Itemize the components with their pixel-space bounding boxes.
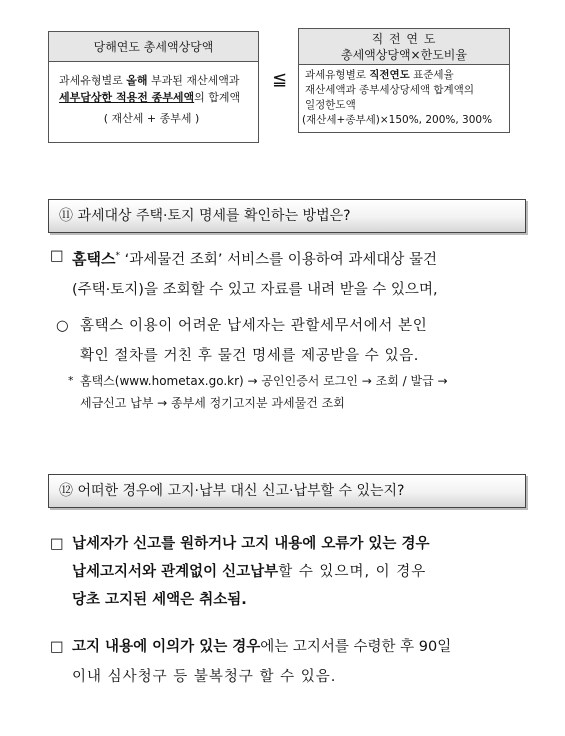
prior-year-tax-box [298,28,510,133]
footnote-mark: * [115,251,120,261]
prior-year-line-1: 과세유형별로 직전연도 표준세율 [305,69,454,81]
prior-year-tax-body [299,65,509,128]
square-bullet-icon: □ [50,536,64,552]
current-year-line-2: 세부담상한 적용전 종부세액의 합계액 [59,91,241,104]
section-11-note-line-2: 세금신고 납부 → 종부세 정기고지분 과세물건 조회 [80,396,345,410]
prior-year-line-2: 재산세액과 종부세상당세액 합계액의 [305,84,474,96]
current-year-tax-title: 당해연도 총세액상당액 [49,32,258,62]
section-11-bullet-1-line-2: (주택·토지)을 조회할 수 있고 자료를 내려 받을 수 있으며, [72,281,438,298]
prior-year-tax-title [299,29,509,65]
current-year-line-1: 과세유형별로 올해 부과된 재산세액과 [59,74,240,87]
asterisk-note-icon: * [68,374,74,387]
hometax-term: 홈택스 [72,249,116,268]
prior-year-title-line-2: 총세액상당액×한도비율 [341,48,467,62]
circle-bullet-icon: ○ [56,318,69,334]
section-11-question: ⑪ 과세대상 주택·토지 명세를 확인하는 방법은? [48,199,526,233]
section-12-bullet-2 [50,632,530,692]
section-12-bullet-2-line-2: 이내 심사청구 등 불복청구 할 수 있음. [72,669,337,685]
less-or-equal-operator: ≦ [272,69,288,90]
section-11-note [68,370,538,414]
current-year-tax-box [48,31,259,143]
square-bullet-icon: □ [50,639,64,655]
section-12-bullet-1-line-2: 납세고지서와 관계없이 신고납부할 수 있으며, 이 경우 [72,564,427,580]
current-year-tax-body [49,62,258,127]
section-11-bullet-2 [56,311,530,371]
section-12-bullet-1 [50,530,530,614]
section-11-bullet-2-line-1: 홈택스 이용이 어려운 납세자는 관할세무서에서 본인 [80,318,428,334]
section-12-bullet-1-line-3: 당초 고지된 세액은 취소됨. [72,592,247,608]
prior-year-title-line-1: 직 전 연 도 [371,32,437,46]
section-11-note-line-1: 홈택스(www.hometax.go.kr) → 공인인증서 로그인 → 조회 / 발급 → [80,374,448,388]
square-bullet-icon: □ [50,248,64,264]
section-11-bullet-1 [50,241,530,305]
prior-year-line-3: 일정한도액 [305,99,356,111]
section-11-bullet-2-line-2: 확인 절차를 거친 후 물건 명세를 제공받을 수 있음. [80,348,420,364]
current-year-formula: ( 재산세 + 종부세 ) [103,112,200,125]
prior-year-line-4: (재산세+종부세)×150%, 200%, 300% [302,114,493,126]
section-12-question: ⑫ 어떠한 경우에 고지·납부 대신 신고·납부할 수 있는지? [48,474,526,508]
section-11-bullet-1-line-1: 홈택스* ‘과세물건 조회’ 서비스를 이용하여 과세대상 물건 [72,249,437,268]
section-12-bullet-2-line-1: 고지 내용에 이의가 있는 경우에는 고지서를 수령한 후 90일 [72,639,452,655]
section-12-bullet-1-line-1: 납세자가 신고를 원하거나 고지 내용에 오류가 있는 경우 [72,536,430,552]
